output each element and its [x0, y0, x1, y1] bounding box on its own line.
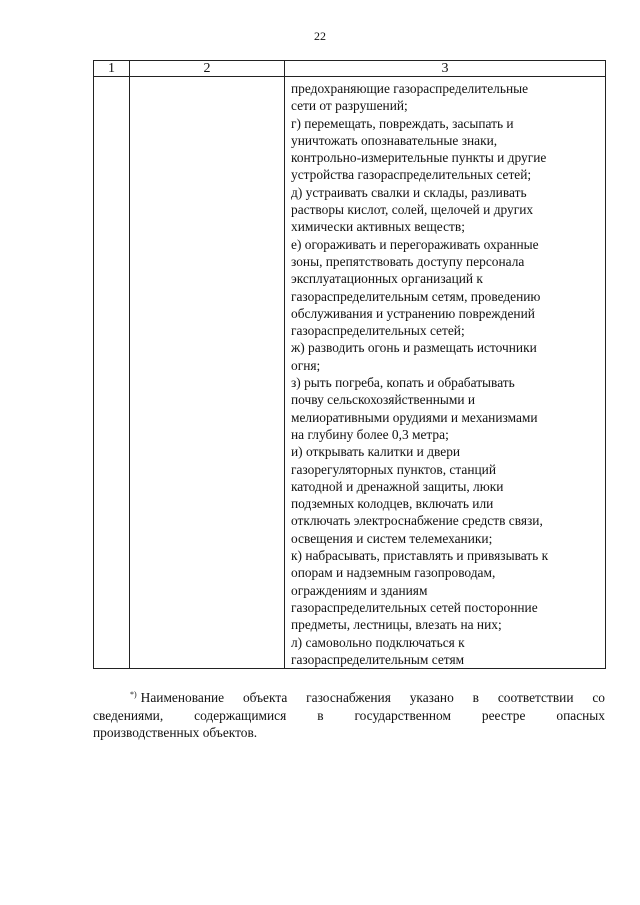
table-cell-col2 [130, 77, 285, 669]
footnote-marker: *) [130, 689, 137, 699]
text-line: освещения и систем телемеханики; [291, 530, 493, 546]
column-header-1: 1 [94, 61, 130, 77]
text-line: зоны, препятствовать доступу персонала [291, 253, 525, 269]
text-line: газораспределительным сетям, проведению [291, 288, 541, 304]
footnote-line-2: сведениями, содержащимися в государственном реестре опасных [93, 707, 605, 723]
text-line: газораспределительных сетей посторонние [291, 599, 538, 615]
text-line: растворы кислот, солей, щелочей и других [291, 202, 534, 218]
text-line: газораспределительных сетей; [291, 323, 465, 339]
text-line: газорегуляторных пунктов, станций [291, 461, 497, 477]
text-line: уничтожать опознавательные знаки, [291, 132, 498, 148]
column-header-2: 2 [130, 61, 285, 77]
footnote-line-1 [93, 689, 605, 707]
text-line: предохраняющие газораспределительные [291, 81, 529, 96]
text-line: на глубину более 0,3 метра; [291, 426, 449, 442]
text-line: ж) разводить огонь и размещать источники [291, 340, 537, 356]
text-line: е) огораживать и перегораживать охранные [291, 236, 539, 252]
text-line: г) перемещать, повреждать, засыпать и [291, 115, 514, 131]
footnote [93, 689, 605, 742]
footnote-line-3: производственных объектов. [93, 725, 258, 740]
text-line: мелиоративными орудиями и механизмами [291, 409, 538, 425]
text-line: опорам и надземным газопроводам, [291, 565, 496, 581]
text-line: л) самовольно подключаться к [291, 634, 465, 650]
footnote-text-1: Наименование объекта газоснабжения указано в соответствии со [140, 690, 605, 705]
text-line: устройства газораспределительных сетей; [291, 167, 532, 183]
text-line: подземных колодцев, включать или [291, 496, 494, 512]
text-line: катодной и дренажной защиты, люки [291, 478, 504, 494]
table-cell-col3 [285, 77, 606, 669]
text-line: предметы, лестницы, влезать на них; [291, 617, 502, 633]
table-header-row [94, 61, 606, 77]
column-header-3: 3 [285, 61, 606, 77]
text-line: отключать электроснабжение средств связи, [291, 513, 543, 529]
text-line: химически активных веществ; [291, 219, 465, 235]
text-line: огня; [291, 357, 321, 373]
table-cell-col1 [94, 77, 130, 669]
page-number: 22 [314, 29, 326, 43]
text-line: к) набрасывать, приставлять и привязывать к [291, 548, 549, 564]
text-line: ограждениям и зданиям [291, 582, 428, 598]
table-row [94, 77, 606, 669]
document-table [93, 60, 606, 669]
text-line: газораспределительным сетям [291, 651, 465, 667]
text-line: сети от разрушений; [291, 98, 408, 114]
text-line: контрольно-измерительные пункты и другие [291, 150, 547, 166]
text-line: эксплуатационных организаций к [291, 271, 483, 287]
text-line: и) открывать калитки и двери [291, 444, 461, 460]
text-line: д) устраивать свалки и склады, разливать [291, 184, 527, 200]
text-line: обслуживания и устранению повреждений [291, 305, 535, 321]
text-line: з) рыть погреба, копать и обрабатывать [291, 375, 515, 391]
text-line: почву сельскохозяйственными и [291, 392, 476, 408]
